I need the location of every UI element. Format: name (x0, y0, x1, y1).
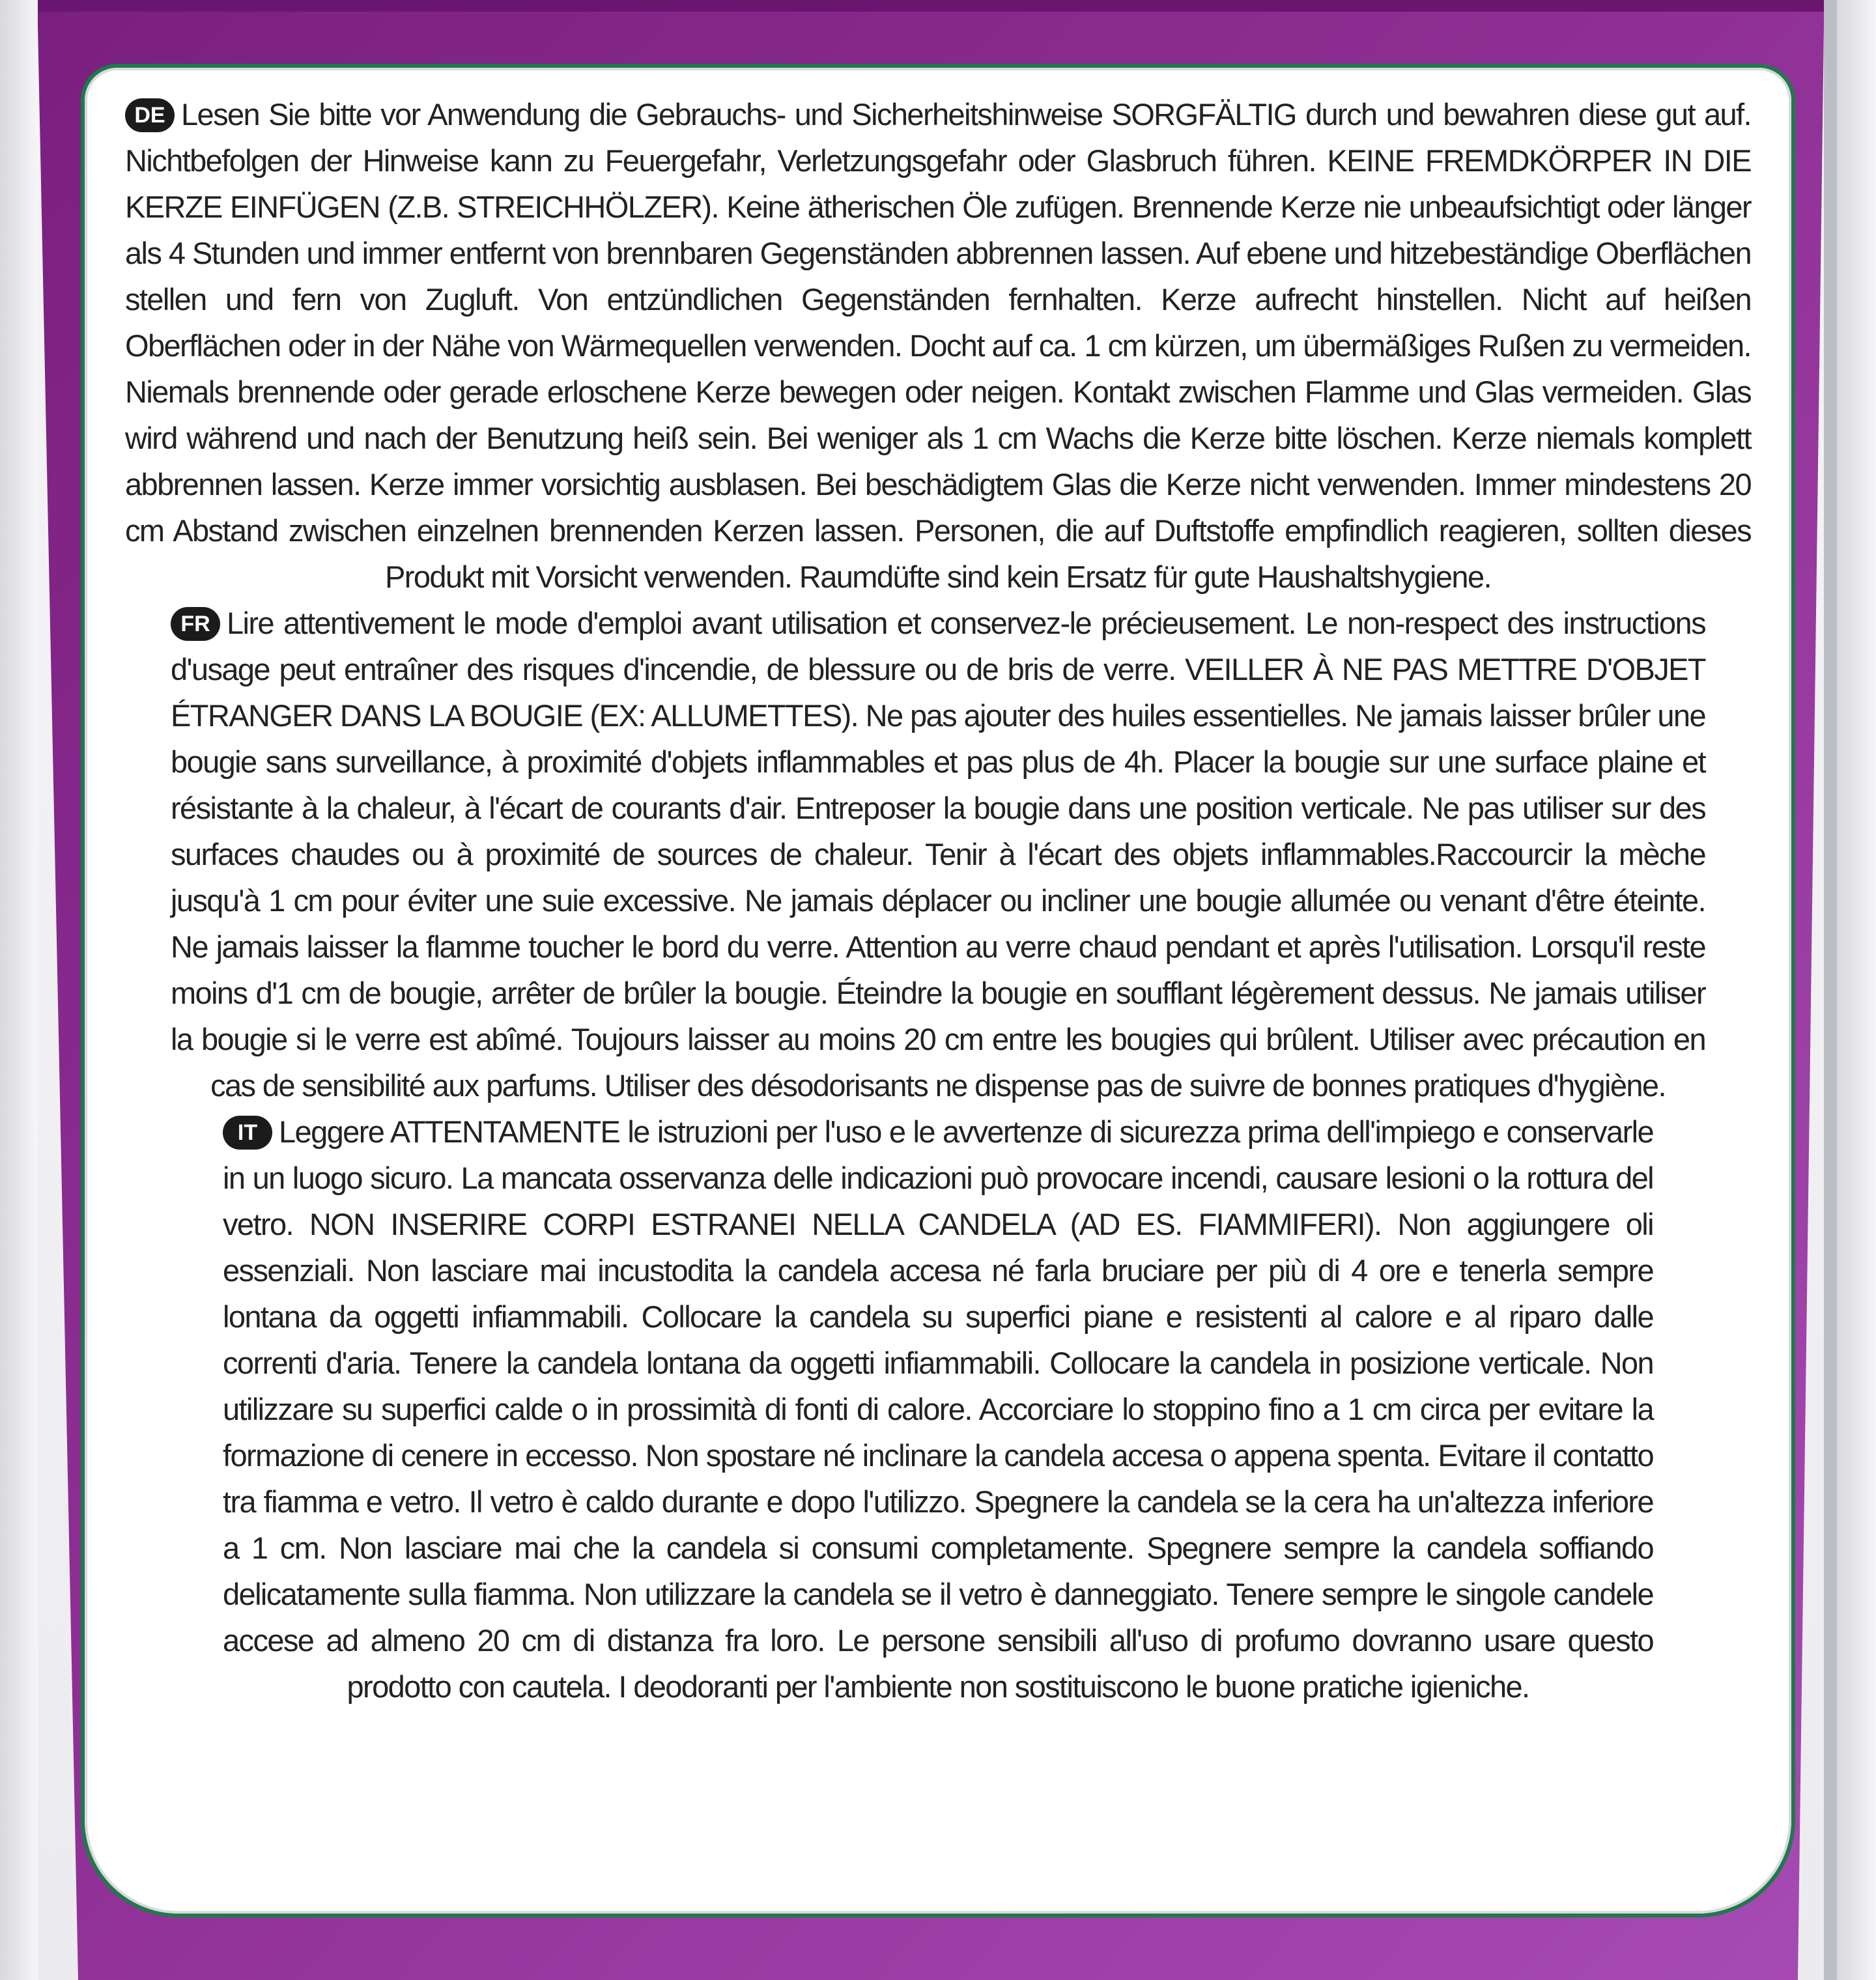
section-fr-text: Lire attentivement le mode d'emploi avant utilisation et conservez-le précieusement. Le non-respect des instructions d'usage peut entraîner des risques d'incendie, de blessure ou de bris de verre. VEILLER À NE PAS METTRE D'OBJET ÉTRANGER DANS LA BOUGIE (EX: ALLUMETTES). Ne pas ajouter des huiles essentielles. Ne jamais laisser brûler une bougie sans surveillance, à proximité d'objets inflammables et pas plus de 4h. Placer la bougie sur une surface plaine et résistante à la chaleur, à l'écart de courants d'air. Entreposer la bougie dans une position verticale. Ne pas utiliser sur des surfaces chaudes ou à proximité de sources de chaleur. Tenir à l'écart des objets inflammables.Raccourcir la mèche jusqu'à 1 cm pour éviter une suie excessive. Ne jamais déplacer ou incliner une bougie allumée ou venant d'être éteinte. Ne jamais laisser la flamme toucher le bord du verre. Attention au verre chaud pendant et après l'utilisation. Lorsqu'il reste moins d'1 cm de bougie, arrêter de brûler la bougie. Éteindre la bougie en soufflant légèrement dessus. Ne jamais utiliser la bougie si le verre est abîmé. Toujours laisser au moins 20 cm entre les bougies qui brûlent. Utiliser avec précaution en cas de sensibilité aux parfums. Utiliser des désodorisants ne dispense pas de suivre de bonnes pratiques d'hygiène. (171, 606, 1705, 1103)
section-de-text: Lesen Sie bitte vor Anwendung die Gebrauchs- und Sicherheitshinweise SORGFÄLTIG durch und bewahren diese gut auf. Nichtbefolgen der Hinweise kann zu Feuergefahr, Verletzungsgefahr oder Glasbruch führen. KEINE FREMDKÖRPER IN DIE KERZE EINFÜGEN (Z.B. STREICHHÖLZER). Keine ätherischen Öle zufügen. Brennende Kerze nie unbeaufsichtigt oder länger als 4 Stunden und immer entfernt von brennbaren Gegenständen abbrennen lassen. Auf ebene und hitzebeständige Oberflächen stellen und fern von Zugluft. Von entzündlichen Gegenständen fernhalten. Kerze aufrecht hinstellen. Nicht auf heißen Oberflächen oder in der Nähe von Wärmequellen verwenden. Docht auf ca. 1 cm kürzen, um übermäßiges Rußen zu vermeiden. Niemals brennende oder gerade erloschene Kerze bewegen oder neigen. Kontakt zwischen Flamme und Glas vermeiden. Glas wird während und nach der Benutzung heiß sein. Bei weniger als 1 cm Wachs die Kerze bitte löschen. Kerze niemals komplett abbrennen lassen. Kerze immer vorsichtig ausblasen. Bei beschädigtem Glas die Kerze nicht verwenden. Immer mindestens 20 cm Abstand zwischen einzelnen brennenden Kerzen lassen. Personen, die auf Duftstoffe empfindlich reagieren, sollten dieses Produkt mit Vorsicht verwenden. Raumdüfte sind kein Ersatz für gute Haushaltshygiene. (125, 97, 1751, 594)
section-it (119, 1109, 1757, 1710)
section-de (119, 91, 1757, 600)
section-fr (119, 600, 1757, 1109)
lang-badge-de: DE (125, 98, 175, 132)
instruction-label (81, 64, 1795, 1917)
lang-badge-it: IT (223, 1116, 272, 1150)
label-text-area (119, 91, 1757, 1835)
lang-badge-fr: FR (171, 607, 220, 641)
section-it-text: Leggere ATTENTAMENTE le istruzioni per l'uso e le avvertenze di sicurezza prima dell'impiego e conservarle in un luogo sicuro. La mancata osservanza delle indicazioni può provocare incendi, causare lesioni o la rottura del vetro. NON INSERIRE CORPI ESTRANEI NELLA CANDELA (AD ES. FIAMMIFERI). Non aggiungere oli essenziali. Non lasciare mai incustodita la candela accesa né farla bruciare per più di 4 ore e tenerla sempre lontana da oggetti infiammabili. Collocare la candela su superfici piane e resistenti al calore e al riparo dalle correnti d'aria. Tenere la candela lontana da oggetti infiammabili. Collocare la candela in posizione verticale. Non utilizzare su superfici calde o in prossimità di fonti di calore. Accorciare lo stoppino fino a 1 cm circa per evitare la formazione di cenere in eccesso. Non spostare né inclinare la candela accesa o appena spenta. Evitare il contatto tra fiamma e vetro. Il vetro è caldo durante e dopo l'utilizzo. Spegnere la candela se la cera ha un'altezza inferiore a 1 cm. Non lasciare mai che la candela si consumi completamente. Spegnere sempre la candela soffiando delicatamente sulla fiamma. Non utilizzare la candela se il vetro è danneggiato. Tenere sempre le singole candele accese ad almeno 20 cm di distanza fra loro. Le persone sensibili all'uso di profumo dovranno usare questo prodotto con cautela. I deodoranti per l'ambiente non sostituiscono le buone pratiche igieniche. (223, 1114, 1653, 1704)
